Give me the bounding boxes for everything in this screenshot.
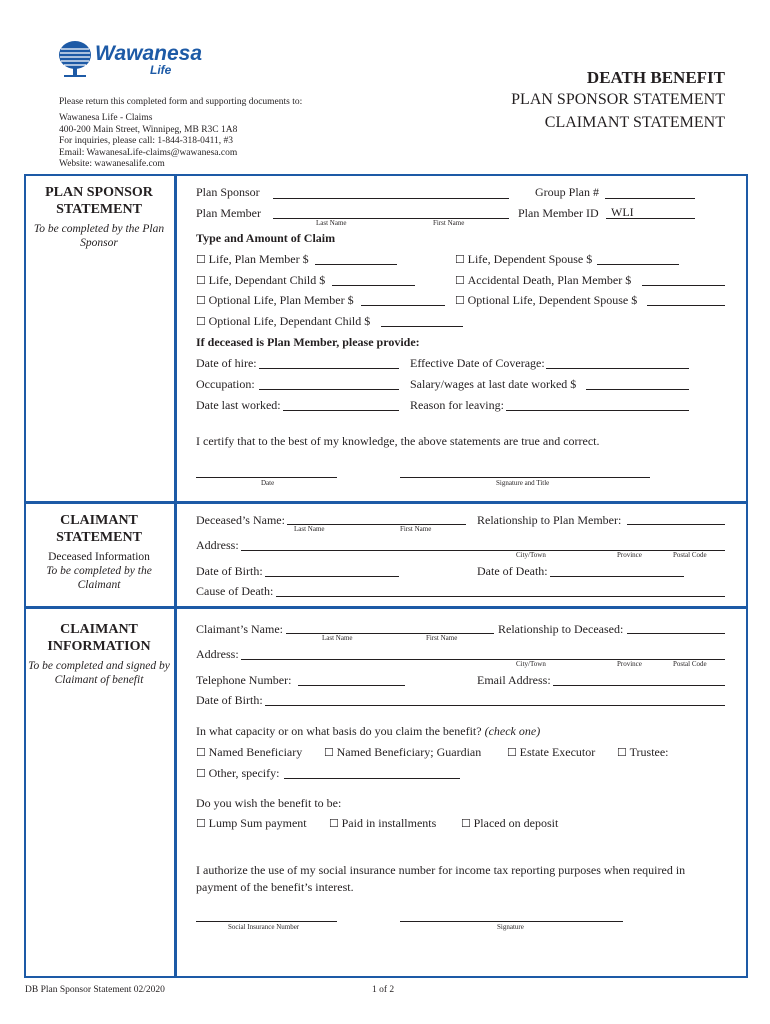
sponsor-date-field[interactable] — [196, 477, 337, 478]
checkbox-icon[interactable]: ☐ — [329, 818, 342, 830]
first-name-caption: First Name — [400, 525, 432, 533]
option-life-member[interactable]: ☐ Life, Plan Member $ — [196, 252, 309, 266]
relationship-member-label: Relationship to Plan Member: — [477, 513, 622, 527]
checkbox-icon[interactable]: ☐ — [324, 747, 337, 759]
last-name-caption: Last Name — [316, 219, 347, 227]
postal-caption: Postal Code — [673, 551, 707, 559]
cause-label: Cause of Death: — [196, 584, 274, 598]
checkbox-icon[interactable]: ☐ — [455, 275, 468, 287]
salary-label: Salary/wages at last date worked $ — [410, 377, 577, 391]
logo-sub: Life — [150, 63, 172, 77]
email-label: Email Address: — [477, 673, 551, 687]
company-logo — [58, 40, 208, 80]
benefit-installments[interactable]: ☐ Paid in installments — [329, 816, 437, 830]
date-of-hire-field[interactable] — [259, 368, 399, 369]
plan-sponsor-label: Plan Sponsor — [196, 185, 260, 199]
section-title: STATEMENT — [56, 202, 142, 217]
section-note: To be completed by the Plan Sponsor — [33, 223, 165, 249]
section-note: To be completed by the Claimant — [46, 565, 152, 591]
cause-field[interactable] — [276, 596, 725, 597]
claim-type-heading: Type and Amount of Claim — [196, 231, 336, 245]
deceased-dob-field[interactable] — [265, 576, 399, 577]
accidental-amount[interactable] — [642, 285, 725, 286]
plan-member-id-value: WLI — [611, 205, 634, 219]
section-title: INFORMATION — [47, 639, 151, 654]
option-opt-spouse[interactable]: ☐ Optional Life, Dependent Spouse $ — [455, 293, 638, 307]
plan-member-id-label: Plan Member ID — [518, 206, 599, 220]
first-name-caption: First Name — [426, 634, 458, 642]
life-child-amount[interactable] — [332, 285, 415, 286]
dod-field[interactable] — [550, 576, 684, 577]
telephone-field[interactable] — [298, 685, 405, 686]
last-name-caption: Last Name — [322, 634, 353, 642]
checkbox-icon[interactable]: ☐ — [196, 818, 209, 830]
relationship-deceased-label: Relationship to Deceased: — [498, 622, 624, 636]
checkbox-icon[interactable]: ☐ — [196, 747, 209, 759]
return-instruction: Please return this completed form and supporting documents to: — [59, 97, 303, 107]
section-title: CLAIMANT — [60, 513, 138, 528]
section-divider — [24, 501, 748, 504]
deceased-address-label: Address: — [196, 538, 239, 552]
claimant-dob-field[interactable] — [265, 705, 725, 706]
capacity-other[interactable]: ☐ Other, specify: — [196, 766, 280, 780]
address-line: Wawanesa Life - Claims — [59, 113, 153, 123]
option-life-child[interactable]: ☐ Life, Dependant Child $ — [196, 273, 326, 287]
section-note: To be completed and signed by Claimant of benefit — [28, 660, 170, 686]
checkbox-icon[interactable]: ☐ — [455, 295, 468, 307]
column-divider — [174, 174, 177, 978]
opt-member-amount[interactable] — [361, 305, 445, 306]
checkbox-icon[interactable]: ☐ — [196, 275, 209, 287]
life-spouse-amount[interactable] — [597, 264, 679, 265]
date-last-worked-label: Date last worked: — [196, 398, 281, 412]
form-id: DB Plan Sponsor Statement 02/2020 — [25, 985, 165, 995]
benefit-lump-sum[interactable]: ☐ Lump Sum payment — [196, 816, 307, 830]
capacity-question: In what capacity or on what basis do you claim the benefit? (check one) — [196, 724, 541, 738]
capacity-executor[interactable]: ☐ Estate Executor — [507, 745, 596, 759]
checkbox-icon[interactable]: ☐ — [461, 818, 474, 830]
city-caption: City/Town — [516, 660, 546, 668]
deceased-name-label: Deceased’s Name: — [196, 513, 285, 527]
section-title: PLAN SPONSOR — [45, 185, 153, 200]
last-name-caption: Last Name — [294, 525, 325, 533]
occupation-field[interactable] — [259, 389, 399, 390]
claimant-name-label: Claimant’s Name: — [196, 622, 283, 636]
plan-sponsor-section-label — [24, 184, 174, 250]
claimant-address-field[interactable] — [241, 659, 725, 660]
salary-field[interactable] — [586, 389, 689, 390]
reason-leaving-label: Reason for leaving: — [410, 398, 504, 412]
page-title: DEATH BENEFIT — [586, 68, 725, 87]
address-line: 400-200 Main Street, Winnipeg, MB R3C 1A8 — [59, 124, 238, 135]
opt-child-amount[interactable] — [381, 326, 463, 327]
city-caption: City/Town — [516, 551, 546, 559]
sin-field[interactable] — [196, 921, 337, 922]
checkbox-icon[interactable]: ☐ — [507, 747, 520, 759]
checkbox-icon[interactable]: ☐ — [196, 295, 209, 307]
section-sub: Deceased Information — [48, 551, 150, 563]
capacity-guardian[interactable]: ☐ Named Beneficiary; Guardian — [324, 745, 482, 759]
section-title: CLAIMANT — [60, 622, 138, 637]
signature-caption: Signature — [497, 923, 524, 931]
certify-statement: I certify that to the best of my knowledge, the above statements are true and correct. — [196, 434, 600, 448]
option-opt-member[interactable]: ☐ Optional Life, Plan Member $ — [196, 293, 354, 307]
benefit-question: Do you wish the benefit to be: — [196, 796, 342, 810]
plan-member-label: Plan Member — [196, 206, 261, 220]
life-member-amount[interactable] — [315, 264, 397, 265]
option-life-spouse[interactable]: ☐ Life, Dependent Spouse $ — [455, 252, 593, 266]
option-opt-child[interactable]: ☐ Optional Life, Dependant Child $ — [196, 314, 371, 328]
checkbox-icon[interactable]: ☐ — [196, 254, 209, 266]
deceased-member-heading: If deceased is Plan Member, please provide: — [196, 335, 420, 349]
claimant-address-label: Address: — [196, 647, 239, 661]
address-line: For inquiries, please call: 1-844-318-0411, #3 — [59, 136, 234, 146]
reason-leaving-field[interactable] — [506, 410, 689, 411]
page-subtitle-1: PLAN SPONSOR STATEMENT — [511, 91, 725, 108]
plan-sponsor-field[interactable] — [273, 198, 509, 199]
deceased-dob-label: Date of Birth: — [196, 564, 263, 578]
claimant-statement-section-label — [24, 512, 174, 592]
signature-title-caption: Signature and Title — [496, 479, 550, 487]
section-title: STATEMENT — [56, 530, 142, 545]
deceased-address-field[interactable] — [241, 550, 725, 551]
claimant-signature-field[interactable] — [400, 921, 623, 922]
effective-date-field[interactable] — [546, 368, 689, 369]
page-subtitle-2: CLAIMANT STATEMENT — [544, 114, 725, 131]
benefit-deposit[interactable]: ☐ Placed on deposit — [461, 816, 559, 830]
effective-date-label: Effective Date of Coverage: — [410, 356, 545, 370]
checkbox-icon[interactable]: ☐ — [617, 747, 630, 759]
occupation-label: Occupation: — [196, 377, 255, 391]
claimant-dob-label: Date of Birth: — [196, 693, 263, 707]
opt-spouse-amount[interactable] — [647, 305, 725, 306]
address-block — [59, 113, 237, 171]
date-caption: Date — [261, 479, 275, 487]
relationship-member-field[interactable] — [627, 524, 725, 525]
claimant-name-field[interactable] — [286, 633, 494, 634]
checkbox-icon[interactable]: ☐ — [196, 316, 209, 328]
capacity-trustee[interactable]: ☐ Trustee: — [617, 745, 669, 759]
section-divider — [24, 606, 748, 609]
dod-label: Date of Death: — [477, 564, 548, 578]
province-caption: Province — [617, 551, 642, 559]
relationship-deceased-field[interactable] — [627, 633, 725, 634]
telephone-label: Telephone Number: — [196, 673, 292, 687]
address-line: Email: WawanesaLife-claims@wawanesa.com — [59, 147, 238, 158]
date-of-hire-label: Date of hire: — [196, 356, 257, 370]
address-line: Website: wawanesalife.com — [59, 159, 165, 169]
plan-member-field[interactable] — [273, 218, 509, 219]
first-name-caption: First Name — [433, 219, 465, 227]
sin-authorization: I authorize the use of my social insurance number for income tax reporting purposes when required in payment of the benefit’s interest. — [196, 863, 686, 894]
province-caption: Province — [617, 660, 642, 668]
sponsor-signature-field[interactable] — [400, 477, 650, 478]
option-accidental[interactable]: ☐ Accidental Death, Plan Member $ — [455, 273, 632, 287]
sin-caption: Social Insurance Number — [228, 923, 300, 931]
checkbox-icon[interactable]: ☐ — [196, 768, 209, 780]
capacity-other-field[interactable] — [284, 778, 460, 779]
logo-tree-icon — [58, 40, 92, 78]
date-last-worked-field[interactable] — [283, 410, 399, 411]
claimant-info-section-label — [24, 621, 174, 687]
logo-brand: Wawanesa — [95, 42, 202, 65]
email-field[interactable] — [553, 685, 725, 686]
capacity-named-beneficiary[interactable]: ☐ Named Beneficiary — [196, 745, 303, 759]
postal-caption: Postal Code — [673, 660, 707, 668]
page-number: 1 of 2 — [372, 985, 395, 995]
group-plan-field[interactable] — [605, 198, 695, 199]
checkbox-icon[interactable]: ☐ — [455, 254, 468, 266]
group-plan-label: Group Plan # — [535, 185, 599, 199]
